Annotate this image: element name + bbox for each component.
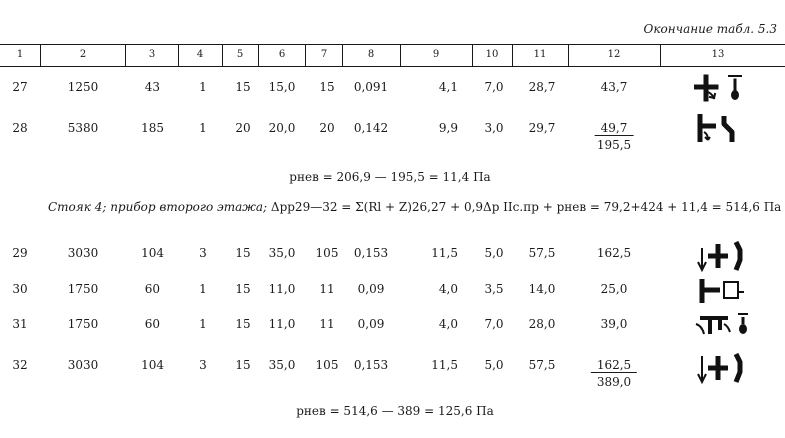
cell-col7: 11 [319,317,335,331]
cell-number: 28 [12,121,28,135]
cell-count: 1 [199,282,207,296]
cell-col9: 4,0 [438,317,458,331]
col-sep [400,44,401,66]
table-row [0,317,785,337]
cell-col11: 28,7 [528,80,556,94]
col-sep [342,44,343,66]
cell-length: 20,0 [268,121,296,135]
cell-flow: 60 [144,282,160,296]
tee-fixture-symbol [694,276,754,306]
cell-diameter: 15 [235,358,251,372]
header-top-rule [0,44,785,45]
cell-length: 11,0 [268,317,296,331]
cell-col7: 20 [319,121,335,135]
cell-col7: 105 [315,358,339,372]
cell-diameter: 20 [235,121,251,135]
table-row [0,246,785,266]
cell-col10: 7,0 [484,317,504,331]
cell-col8: 0,153 [353,246,389,260]
col-sep [660,44,661,66]
table-row [0,80,785,100]
cell-col8: 0,09 [357,282,385,296]
cell-load: 5380 [67,121,99,135]
table-row [0,121,785,141]
cell-load: 1750 [67,317,99,331]
arrow-cross-offset-symbol [694,238,754,274]
header-cell: 10 [485,49,499,60]
cell-length: 15,0 [268,80,296,94]
cell-col12: 162,5 [596,246,632,260]
cell-length: 35,0 [268,358,296,372]
cell-number: 32 [12,358,28,372]
cell-col8: 0,153 [353,358,389,372]
cell-count: 3 [199,358,207,372]
header-cell: 1 [16,49,24,60]
cell-load: 3030 [67,246,99,260]
cell-col9: 4,1 [438,80,458,94]
riser-formula-line [48,200,781,214]
col-sep [512,44,513,66]
cell-count: 1 [199,317,207,331]
header-cell: 5 [236,49,244,60]
double-tee-valve-symbol [694,310,754,340]
cell-load: 3030 [67,358,99,372]
pressure-formula-3: pнев = 514,6 — 389 = 125,6 Па [296,404,494,418]
cell-col10: 7,0 [484,80,504,94]
cell-length: 11,0 [268,282,296,296]
cell-load: 1250 [67,80,99,94]
header-cell: 9 [432,49,440,60]
header-cell: 3 [148,49,156,60]
cell-number: 30 [12,282,28,296]
cell-col10: 5,0 [484,358,504,372]
cell-col7: 11 [319,282,335,296]
header-cell: 6 [278,49,286,60]
col-sep [40,44,41,66]
cell-col9: 11,5 [431,246,458,260]
cell-col8: 0,091 [353,80,389,94]
cell-flow: 104 [141,358,164,372]
cell-col9: 4,0 [438,282,458,296]
header-cell: 2 [79,49,87,60]
pressure-formula-2: Δpр29—32 = Σ(Rl + Z)26,27 + 0,9Δp IIс.пр + pнев = 79,2+424 + 11,4 = 514,6 Па [270,200,782,214]
fraction-numerator: 49,7 [595,121,634,136]
pressure-formula-1: pнев = 206,9 — 195,5 = 11,4 Па [289,170,491,184]
cell-diameter: 15 [235,246,251,260]
col-sep [472,44,473,66]
header-cell: 13 [711,49,725,60]
cell-col9: 11,5 [431,358,458,372]
cell-flow: 104 [141,246,164,260]
header-cell: 4 [196,49,204,60]
cell-diameter: 15 [235,80,251,94]
cell-flow: 60 [144,317,160,331]
table-row [0,282,785,302]
tee-branch-valve-symbol [694,72,754,106]
cell-number: 29 [12,246,28,260]
cell-count: 1 [199,80,207,94]
fraction-denominator: 195,5 [596,138,632,152]
table-caption: Окончание табл. 5.3 [643,22,777,36]
cell-load: 1750 [67,282,99,296]
cell-count: 3 [199,246,207,260]
col-sep [258,44,259,66]
header-cell: 8 [367,49,375,60]
col-sep [125,44,126,66]
cell-col10: 3,0 [484,121,504,135]
cell-col8: 0,142 [353,121,389,135]
cell-col11: 29,7 [528,121,556,135]
cell-col12-fraction [595,121,634,152]
cell-col10: 3,5 [484,282,504,296]
cell-flow: 185 [141,121,164,135]
col-sep [222,44,223,66]
cell-col12-fraction [591,358,637,389]
cell-col7: 105 [315,246,339,260]
cell-col9: 9,9 [438,121,458,135]
table-row [0,358,785,378]
header-cell: 7 [320,49,328,60]
cell-count: 1 [199,121,207,135]
header-bottom-rule [0,66,785,67]
cell-col8: 0,09 [357,317,385,331]
cell-col12: 39,0 [600,317,628,331]
col-sep [568,44,569,66]
cell-number: 31 [12,317,28,331]
cell-col12: 25,0 [600,282,628,296]
cell-col12: 43,7 [600,80,628,94]
tee-elbow-symbol [694,110,754,148]
cell-number: 27 [12,80,28,94]
cell-col11: 57,5 [528,358,556,372]
cell-diameter: 15 [235,282,251,296]
cell-col11: 14,0 [528,282,556,296]
arrow-cross-offset-symbol [694,350,754,386]
cell-col11: 57,5 [528,246,556,260]
cell-col7: 15 [319,80,335,94]
header-cell: 11 [533,49,547,60]
col-sep [178,44,179,66]
cell-col11: 28,0 [528,317,556,331]
fraction-numerator: 162,5 [591,358,637,373]
cell-length: 35,0 [268,246,296,260]
fraction-denominator: 389,0 [596,375,632,389]
cell-diameter: 15 [235,317,251,331]
cell-col10: 5,0 [484,246,504,260]
header-cell: 12 [607,49,621,60]
riser-label: Стояк 4; прибор второго этажа; [48,200,268,214]
cell-flow: 43 [144,80,160,94]
col-sep [305,44,306,66]
